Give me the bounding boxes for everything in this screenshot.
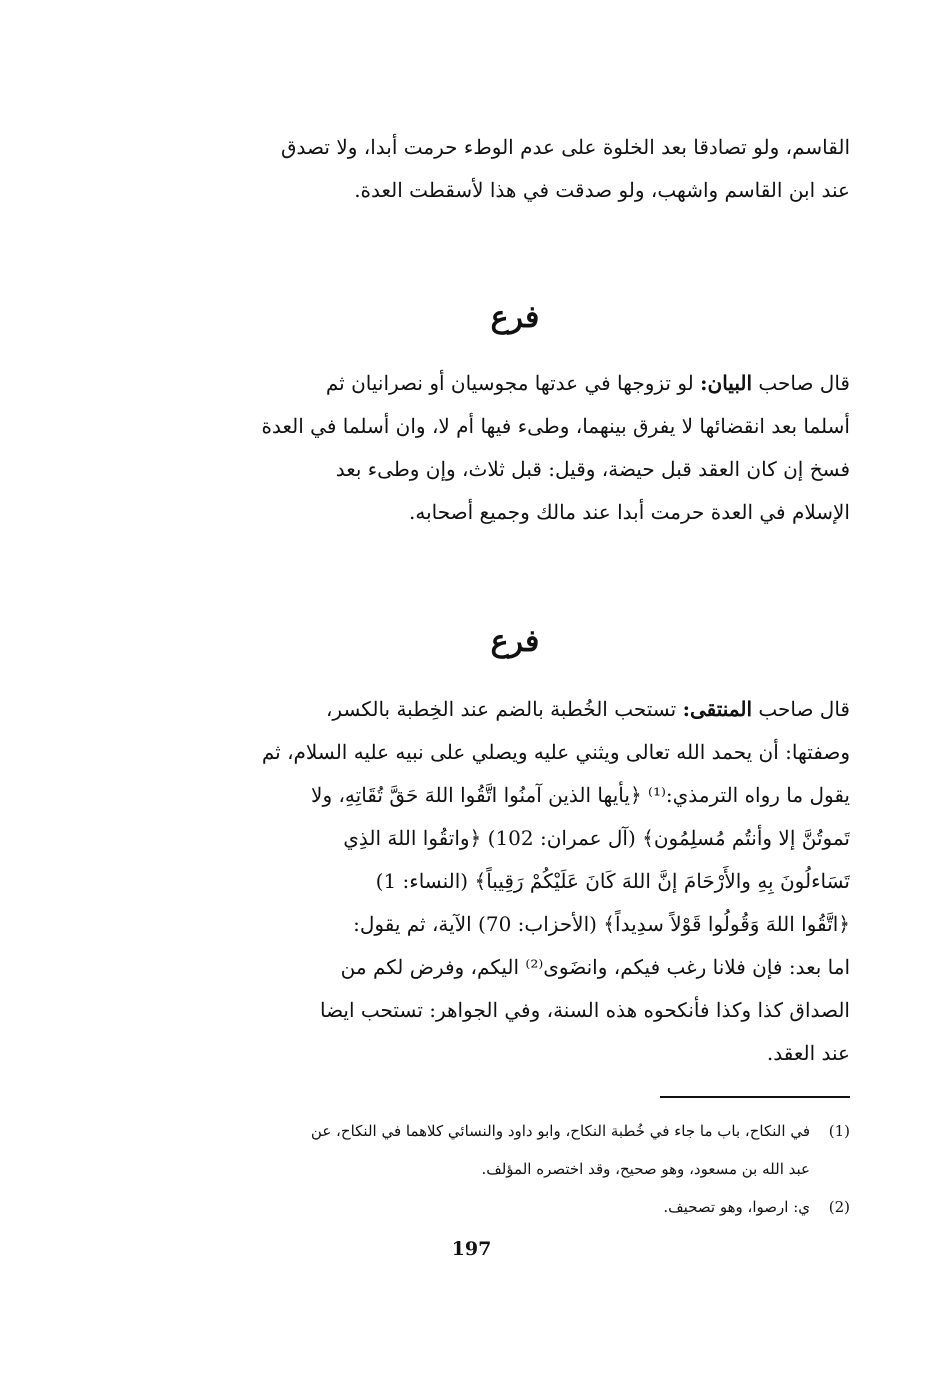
text-line: أسلما بعد انقضائها لا يفرق بينهما، وطىء فيها أم لا، وان أسلما في العدة xyxy=(261,414,850,438)
text-line: تَموتُنَّ إلا وأنتُم مُسلِمُون﴾ (آل عمران: 102) ﴿واتقُوا اللهَ الذِي xyxy=(343,826,850,850)
footnote-2 xyxy=(180,1188,850,1226)
footnote-text xyxy=(180,1188,810,1226)
text-line: عند ابن القاسم واشهب، ولو صدقت في هذا لأسقطت العدة. xyxy=(354,178,850,202)
footnotes xyxy=(180,1112,850,1226)
text-line: فسخ إن كان العقد قبل حيضة، وقيل: قبل ثلاث، وإن وطىء بعد xyxy=(335,457,850,481)
section-heading-2: فرع xyxy=(490,624,540,659)
text-line: الصداق كذا وكذا فأنكحوه هذه السنة، وفي الجواهر: تستحب ايضا xyxy=(319,998,850,1022)
footnote-1 xyxy=(180,1112,850,1188)
text-line: عند العقد. xyxy=(766,1041,850,1065)
text-line: تَسَاءلُونَ بِهِ والأَرْحَامَ إنَّ اللهَ كَانَ عَلَيْكُمْ رَقِيباً﴾ (النساء: 1) xyxy=(375,869,850,893)
paragraph-muntaqa xyxy=(180,688,850,1075)
line-text: لو تزوجها في عدتها مجوسيان أو نصرانيان ثم xyxy=(325,371,701,395)
section-heading-1: فرع xyxy=(490,300,540,335)
text-line xyxy=(180,688,850,731)
text-line: وصفتها: أن يحمد الله تعالى ويثني عليه ويصلي على نبيه عليه السلام، ثم xyxy=(261,740,850,764)
footnote-text xyxy=(180,1112,810,1188)
footnote-line: عبد الله بن مسعود، وهو صحيح، وقد اختصره المؤلف. xyxy=(481,1160,810,1178)
text-line: اما بعد: فإن فلانا رغب فيكم، وانضَوى⁽²⁾ اليكم، وفرض لكم من xyxy=(340,955,850,979)
text-line: القاسم، ولو تصادقا بعد الخلوة على عدم الوطء حرمت أبدا، ولا تصدق xyxy=(281,135,850,159)
text-line: الإسلام في العدة حرمت أبدا عند مالك وجميع أصحابه. xyxy=(408,500,850,524)
source-name: البيان: xyxy=(700,371,753,395)
footnote-line: ي: ارصوا، وهو تصحيف. xyxy=(663,1198,810,1216)
lead-text: قال صاحب xyxy=(752,697,850,721)
footnote-number: (1) xyxy=(828,1122,850,1140)
footnote-line: في النكاح، باب ما جاء في خُطبة النكاح، وابو داود والنسائي كلاهما في النكاح، عن xyxy=(310,1122,810,1140)
paragraph-bayan xyxy=(180,362,850,534)
source-name: المنتقى: xyxy=(682,697,753,721)
text-line xyxy=(180,362,850,405)
text-line: يقول ما رواه الترمذي:⁽¹⁾ ﴿يأيها الذين آمنُوا اتَّقُوا اللهَ حَقَّ تُقَاتِهِ، ولا xyxy=(311,783,850,807)
text-line: ﴿اتَّقُوا اللهَ وَقُولُوا قَوْلاً سدِيداً﴾ (الأحزاب: 70) الآية، ثم يقول: xyxy=(353,912,850,936)
paragraph-continuation xyxy=(180,126,850,212)
footnote-number: (2) xyxy=(828,1198,850,1216)
footnote-divider xyxy=(660,1096,850,1098)
page-number: 197 xyxy=(451,1238,492,1260)
lead-text: قال صاحب xyxy=(752,371,850,395)
line-text: تستحب الخُطبة بالضم عند الخِطبة بالكسر، xyxy=(325,697,683,721)
